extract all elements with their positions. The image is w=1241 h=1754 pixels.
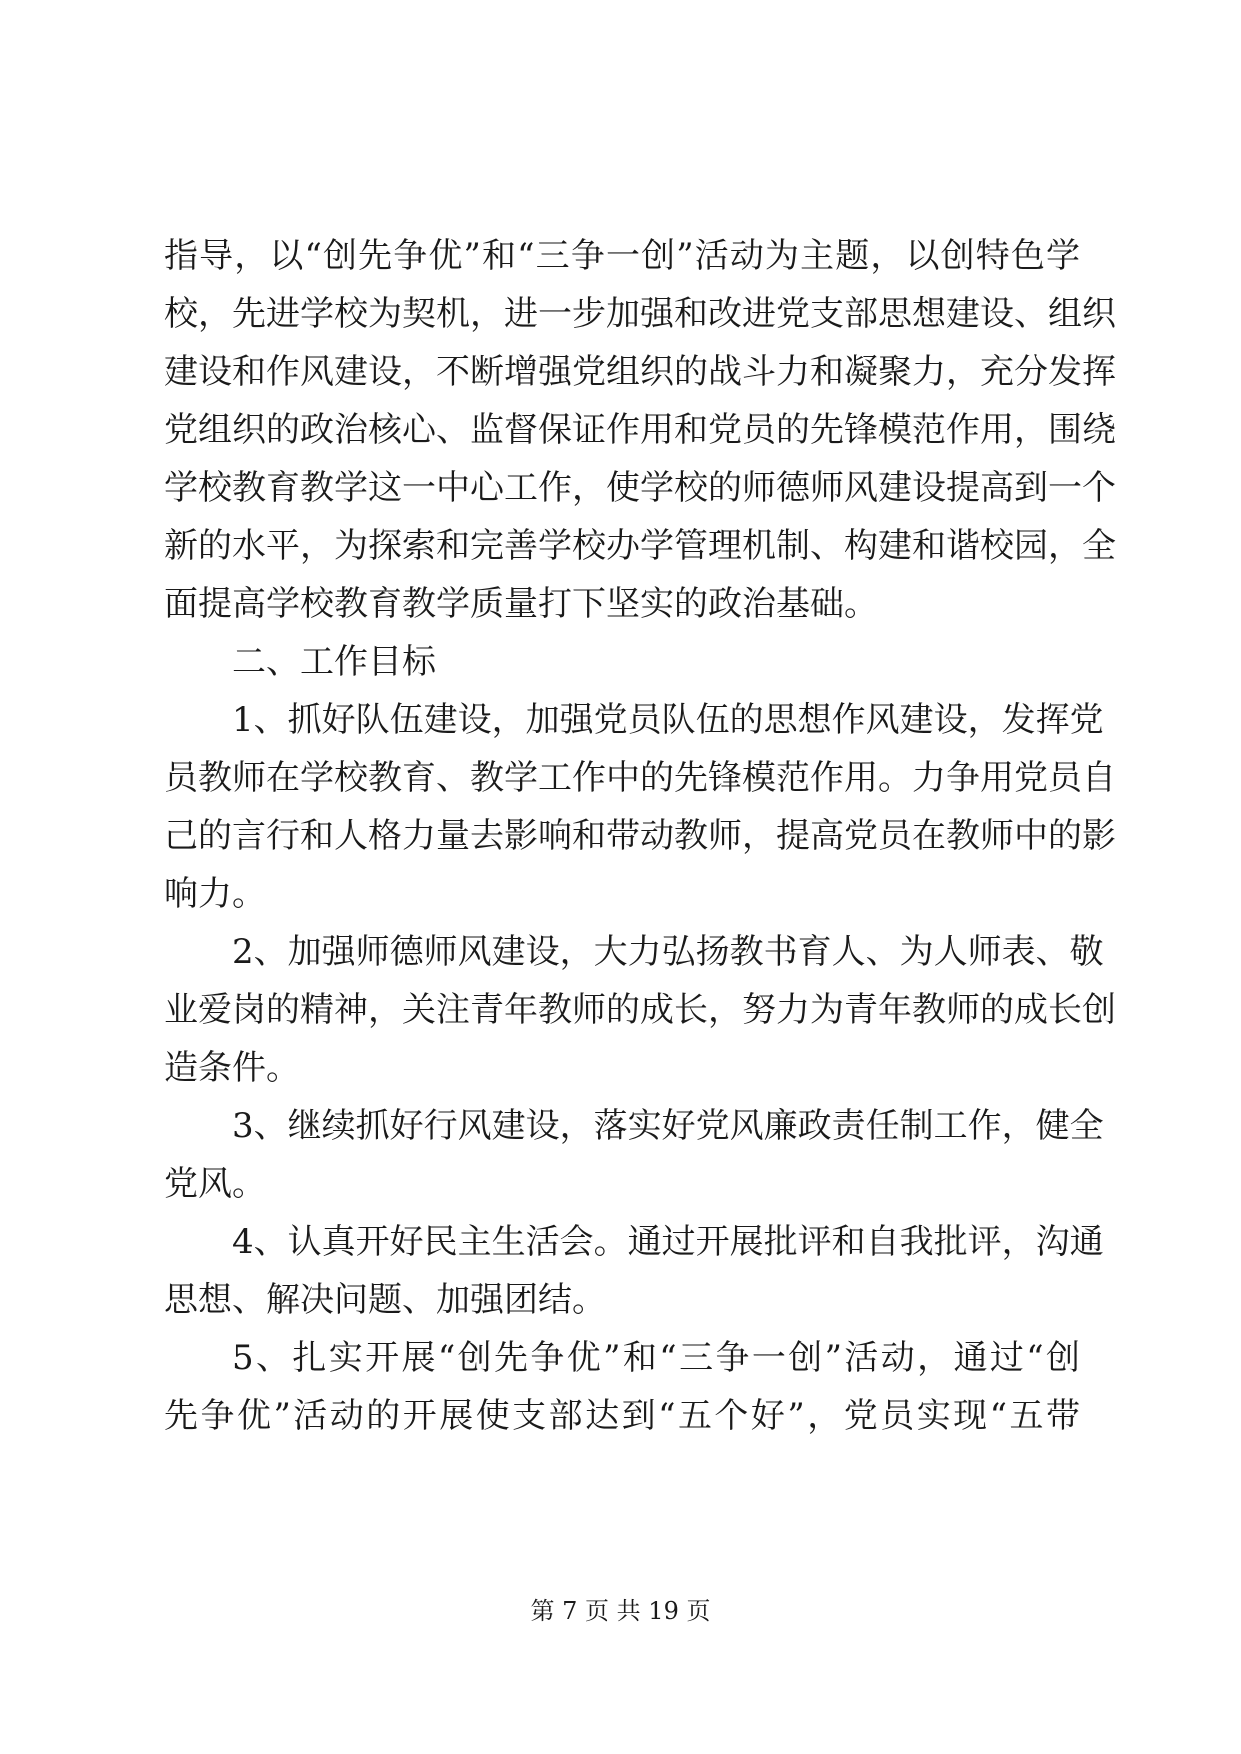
text-line: 业爱岗的精神，关注青年教师的成长，努力为青年教师的成长创 [164,990,1116,1030]
text-line: 指导，以“创先争优”和“三争一创”活动为主题，以创特色学 [164,236,1080,276]
text-line: 建设和作风建设，不断增强党组织的战斗力和凝聚力，充分发挥 [164,352,1116,392]
text-line: 5、扎实开展“创先争优”和“三争一创”活动，通过“创 [232,1338,1080,1378]
text-line: 新的水平，为探索和完善学校办学管理机制、构建和谐校园，全 [164,526,1116,566]
text-line: 4、认真开好民主生活会。通过开展批评和自我批评，沟通 [232,1222,1104,1262]
text-line: 思想、解决问题、加强团结。 [164,1280,606,1320]
text-line: 先争优”活动的开展使支部达到“五个好”，党员实现“五带 [164,1396,1080,1436]
text-line: 己的言行和人格力量去影响和带动教师，提高党员在教师中的影 [164,816,1116,856]
page-number-footer: 第 7 页 共 19 页 [530,1597,711,1625]
text-line: 员教师在学校教育、教学工作中的先锋模范作用。力争用党员自 [164,758,1116,798]
text-line: 1、抓好队伍建设，加强党员队伍的思想作风建设，发挥党 [232,700,1104,740]
text-line: 学校教育教学这一中心工作，使学校的师德师风建设提高到一个 [164,468,1116,508]
text-line: 面提高学校教育教学质量打下坚实的政治基础。 [164,584,878,624]
text-line: 造条件。 [164,1048,300,1088]
text-line: 党组织的政治核心、监督保证作用和党员的先锋模范作用，围绕 [164,410,1116,450]
text-line: 响力。 [164,874,266,914]
section-heading: 二、工作目标 [232,642,436,682]
text-line: 3、继续抓好行风建设，落实好党风廉政责任制工作，健全 [232,1106,1104,1146]
text-line: 党风。 [164,1164,266,1204]
text-line: 校，先进学校为契机，进一步加强和改进党支部思想建设、组织 [164,294,1116,334]
text-line: 2、加强师德师风建设，大力弘扬教书育人、为人师表、敬 [232,932,1104,972]
